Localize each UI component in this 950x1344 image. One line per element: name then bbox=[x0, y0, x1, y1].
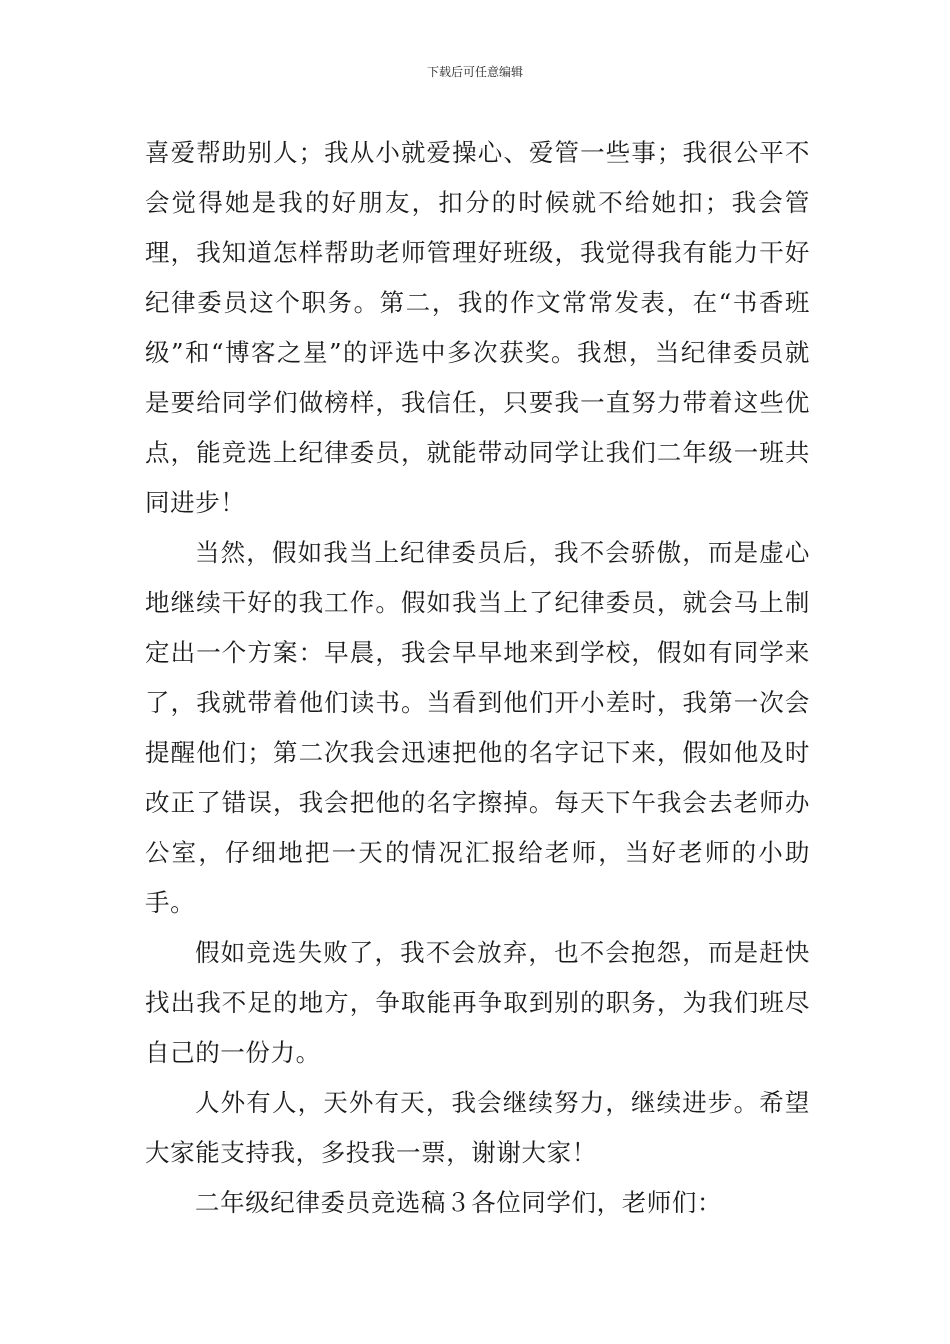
paragraph-3: 假如竞选失败了，我不会放弃，也不会抱怨，而是赶快找出我不足的地方，争取能再争取到别的职务，为我们班尽自己的一份力。 bbox=[145, 938, 810, 1067]
paragraph-5: 二年级纪律委员竞选稿３各位同学们，老师们： bbox=[195, 1188, 723, 1217]
page-header-note: 下载后可任意编辑 bbox=[426, 65, 523, 79]
document-body bbox=[145, 128, 810, 1228]
paragraph-1: 喜爱帮助别人；我从小就爱操心、爱管一些事；我很公平不会觉得她是我的好朋友，扣分的时候就不给她扣；我会管理，我知道怎样帮助老师管理好班级，我觉得我有能力干好纪律委员这个职务。第二，我的作文常常发表，在“书香班级”和“博客之星”的评选中多次获奖。我想，当纪律委员就是要给同学们做榜样，我信任，只要我一直努力带着这些优点，能竞选上纪律委员，就能带动同学让我们二年级一班共同进步！ bbox=[145, 138, 810, 517]
paragraph-2: 当然，假如我当上纪律委员后，我不会骄傲，而是虚心地继续干好的我工作。假如我当上了纪律委员，就会马上制定出一个方案：早晨，我会早早地来到学校，假如有同学来了，我就带着他们读书。当看到他们开小差时，我第一次会提醒他们；第二次我会迅速把他的名字记下来，假如他及时改正了错误，我会把他的名字擦掉。每天下午我会去老师办公室，仔细地把一天的情况汇报给老师，当好老师的小助手。 bbox=[145, 538, 810, 917]
paragraph-4: 人外有人，天外有天，我会继续努力，继续进步。希望大家能支持我，多投我一票，谢谢大家！ bbox=[145, 1088, 810, 1167]
